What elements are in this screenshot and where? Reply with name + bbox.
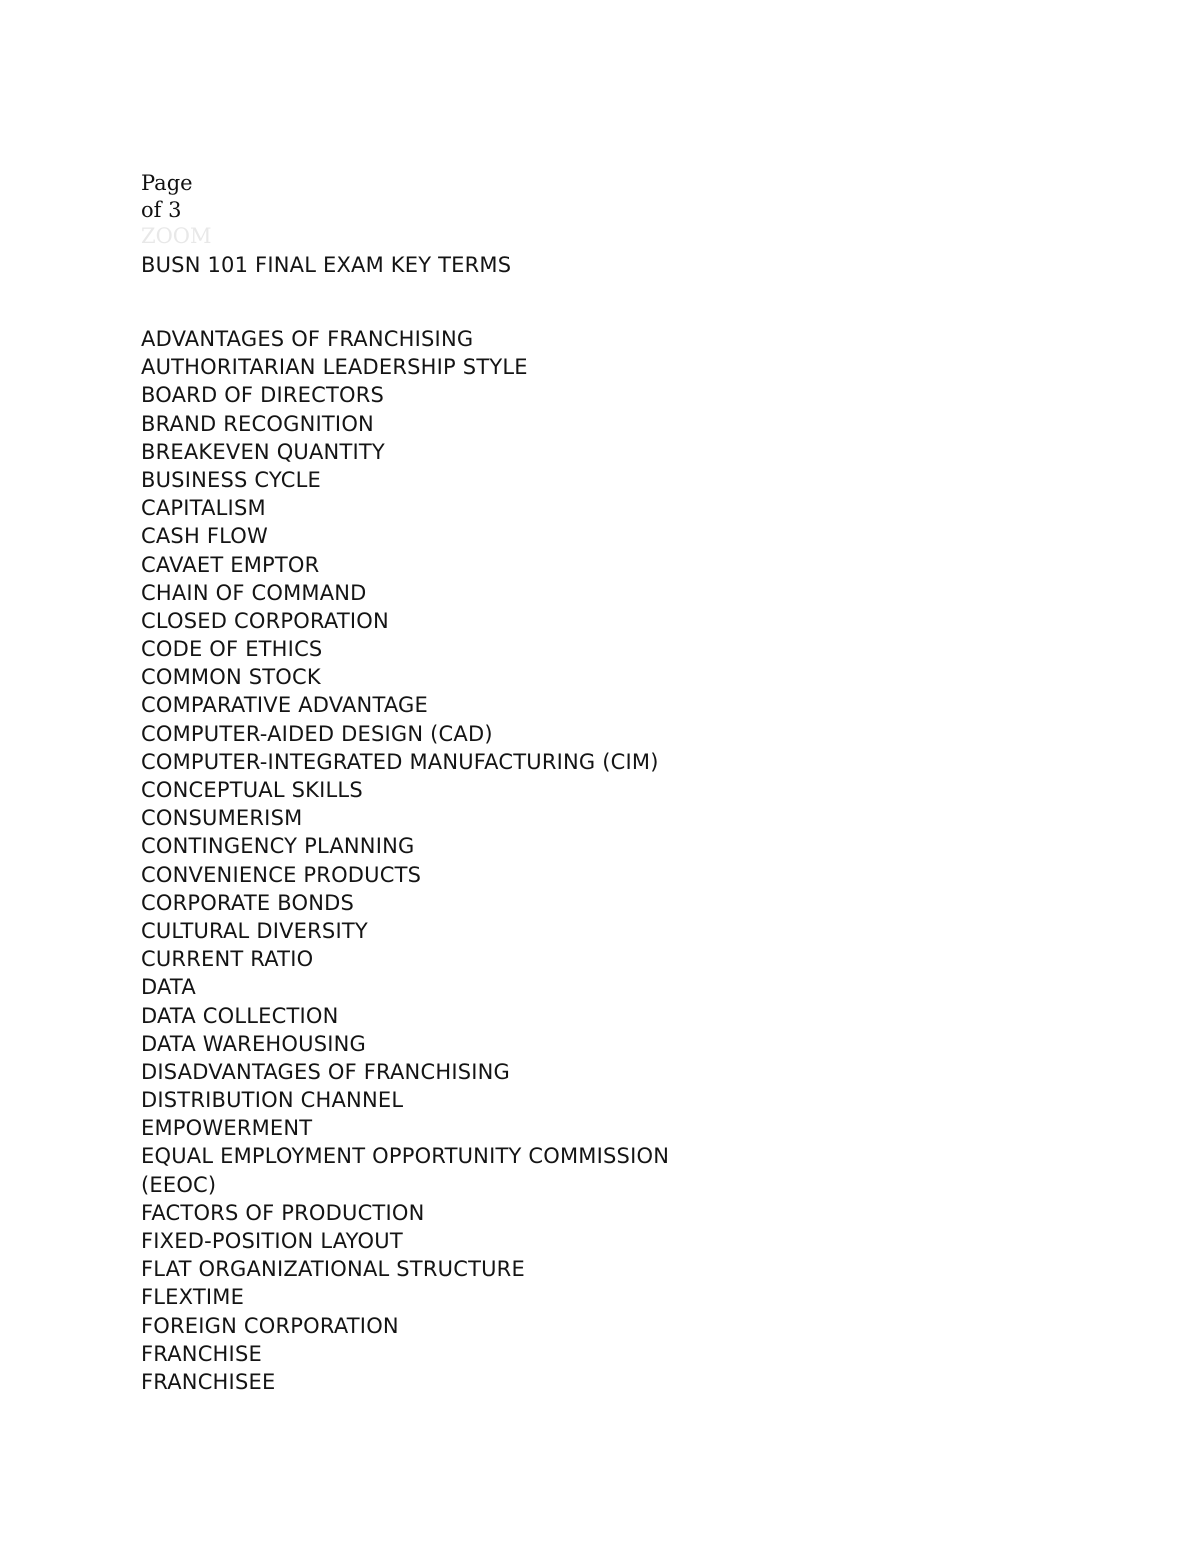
key-term-item: CODE OF ETHICS [141, 637, 323, 662]
key-term-item: DISADVANTAGES OF FRANCHISING [141, 1059, 511, 1084]
key-term-item: BREAKEVEN QUANTITY [141, 439, 385, 464]
key-term-item: COMPUTER-INTEGRATED MANUFACTURING (CIM) [141, 749, 659, 774]
key-term-item: FLEXTIME [141, 1285, 245, 1310]
key-term-item: EQUAL EMPLOYMENT OPPORTUNITY COMMISSION [141, 1144, 670, 1169]
key-term-item: CAVAET EMPTOR [141, 552, 320, 577]
key-term-item: FACTORS OF PRODUCTION [141, 1200, 425, 1225]
key-term-item: DATA [141, 975, 196, 1000]
key-term-item: DISTRIBUTION CHANNEL [141, 1088, 404, 1113]
page-label: Page [141, 171, 193, 195]
key-term-item: CULTURAL DIVERSITY [141, 918, 368, 943]
key-term-item: CONCEPTUAL SKILLS [141, 778, 363, 802]
page-count: of 3 [141, 198, 182, 222]
key-term-item: BUSINESS CYCLE [141, 467, 322, 492]
key-term-item: FIXED-POSITION LAYOUT [141, 1229, 403, 1253]
key-term-item: FRANCHISEE [141, 1369, 276, 1394]
key-term-item: CORPORATE BONDS [141, 890, 354, 915]
key-term-item: FRANCHISE [141, 1341, 262, 1366]
zoom-button[interactable]: ZOOM [141, 224, 212, 248]
key-term-item: CONSUMERISM [141, 806, 303, 831]
key-term-item: FOREIGN CORPORATION [141, 1313, 399, 1338]
key-term-item: CURRENT RATIO [141, 947, 314, 972]
key-term-item: CASH FLOW [141, 524, 268, 549]
key-term-item: DATA WAREHOUSING [141, 1031, 367, 1056]
key-term-item: COMPUTER-AIDED DESIGN (CAD) [141, 721, 493, 746]
key-term-item: AUTHORITARIAN LEADERSHIP STYLE [141, 355, 528, 380]
key-term-item: CONTINGENCY PLANNING [141, 834, 415, 859]
key-term-item: CONVENIENCE PRODUCTS [141, 862, 422, 887]
key-term-item: CAPITALISM [141, 496, 266, 521]
document-title: BUSN 101 FINAL EXAM KEY TERMS [141, 253, 512, 277]
key-term-item: BOARD OF DIRECTORS [141, 383, 385, 408]
key-term-item: ADVANTAGES OF FRANCHISING [141, 327, 474, 351]
key-term-item: FLAT ORGANIZATIONAL STRUCTURE [141, 1257, 525, 1282]
key-term-item: COMPARATIVE ADVANTAGE [141, 693, 429, 718]
key-term-item: EMPOWERMENT [141, 1116, 313, 1141]
key-term-item: DATA COLLECTION [141, 1003, 339, 1028]
key-term-item: CHAIN OF COMMAND [141, 580, 367, 605]
key-term-item: CLOSED CORPORATION [141, 608, 389, 633]
key-term-item: BRAND RECOGNITION [141, 411, 374, 436]
key-term-item: COMMON STOCK [141, 665, 321, 690]
key-term-item: (EEOC) [141, 1172, 217, 1197]
key-terms-list [141, 325, 669, 1396]
